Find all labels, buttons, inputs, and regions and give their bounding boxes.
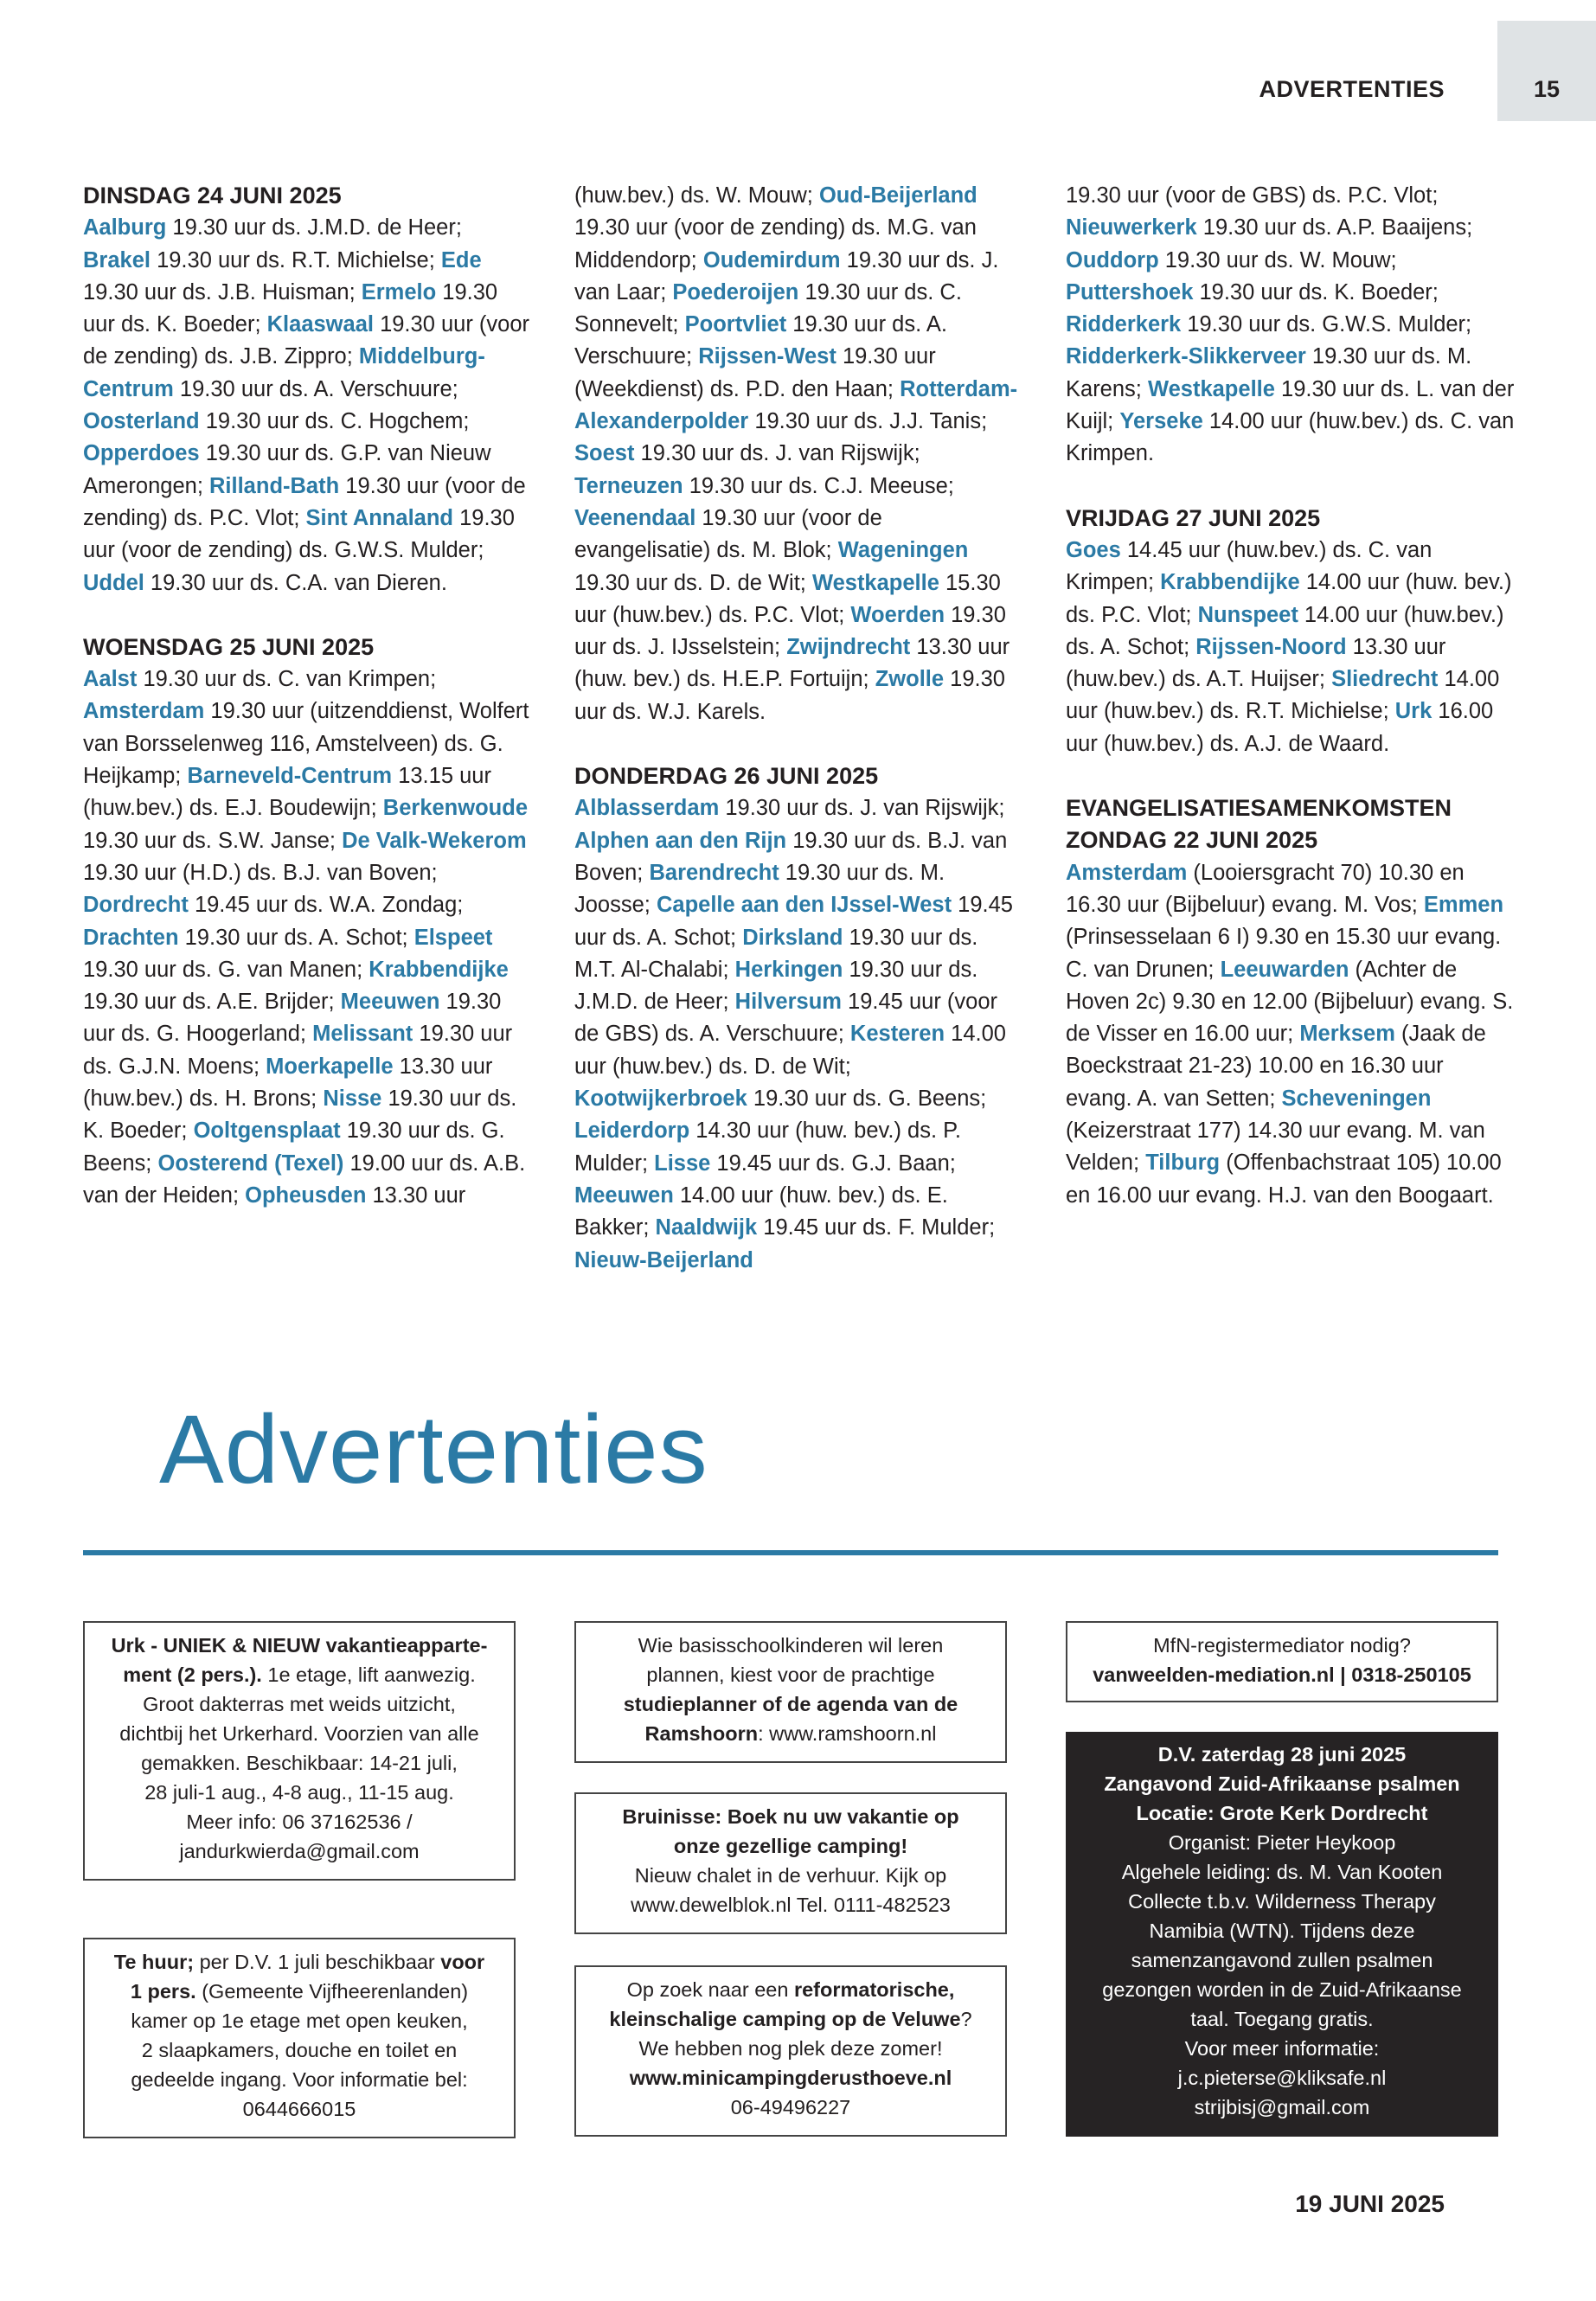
service-list: [574, 792, 1024, 1276]
service-list: [574, 180, 1024, 728]
column-1: [83, 180, 533, 1244]
church-place: Nunspeet: [1197, 602, 1298, 627]
divider-rule: [83, 1550, 1498, 1555]
service-list: [1066, 857, 1516, 1212]
service-details: 19.30 uur ds. G.P. van Nieuw Amerongen;: [83, 441, 491, 498]
church-place: Kootwijkerbroek: [574, 1086, 747, 1112]
service-details: 19.30 uur ds. J. IJsselstein;: [574, 602, 1006, 660]
church-place: Woerden: [850, 602, 945, 627]
church-place: Brakel: [83, 247, 151, 272]
church-place: Ouddorp: [1066, 247, 1159, 272]
service-list: [1066, 180, 1516, 471]
church-place: Nieuw-Beijerland: [574, 1247, 753, 1272]
ad-te-huur-kamer: [83, 1938, 516, 2138]
ad-text: Nieuw chalet in de verhuur. Kijk op: [634, 1864, 947, 1887]
service-details: 19.30 uur ds. K. Boeder;: [83, 279, 498, 337]
service-details: 14.00 uur (huw.bev.) ds. R.T. Michielse;: [1066, 667, 1500, 724]
ad-line: [95, 1631, 503, 1660]
service-details: 13.30 uur (huw.bev.) ds. H. Brons;: [83, 1054, 493, 1112]
ad-text: D.V. zaterdag 28 juni 2025: [1157, 1743, 1407, 1766]
church-place: Veenendaal: [574, 505, 696, 530]
ad-text: Ramshoorn: [644, 1722, 759, 1745]
church-place: Kesteren: [849, 1022, 945, 1047]
church-place: Leiderdorp: [574, 1118, 690, 1144]
church-place: Rijssen-Noord: [1195, 634, 1347, 659]
ad-line: [1076, 2093, 1488, 2122]
ad-text: Collecte t.b.v. Wilderness Therapy: [1128, 1890, 1436, 1913]
service-section: [1066, 792, 1516, 1212]
ad-line: [1078, 1631, 1486, 1660]
ad-text: 2 slaapkamers, douche en toilet en: [141, 2039, 458, 2061]
church-place: Zwolle: [875, 667, 945, 692]
service-details: 14.00 uur (huw.bev.) ds. C. van Krimpen.: [1066, 409, 1515, 466]
service-details: 19.30 uur ds. G. van Manen;: [83, 957, 363, 982]
service-details: (Prinsesselaan 6 I) 9.30 en 15.30 uur evang. C. van Drunen;: [1066, 925, 1502, 982]
ad-text: jandurkwierda@gmail.com: [179, 1840, 420, 1862]
ad-line: [95, 1836, 503, 1866]
service-details: 16.00 uur (huw.bev.) ds. A.J. de Waard.: [1066, 699, 1494, 756]
service-details: 19.30 uur (voor de zending) ds. M.G. van Middendorp;: [574, 215, 977, 272]
service-details: (Keizerstraat 177) 14.30 uur evang. M. van Velden;: [1066, 1118, 1485, 1176]
ad-text: vanweelden-mediation.nl | 0318-250105: [1093, 1663, 1471, 1686]
ad-text: Locatie: Grote Kerk Dordrecht: [1136, 1802, 1428, 1824]
church-place: Oudemirdum: [702, 247, 841, 272]
ad-line: [1076, 2034, 1488, 2063]
church-place: Zwijndrecht: [786, 635, 911, 660]
service-details: 19.30 uur (Weekdienst) ds. P.D. den Haan;: [574, 344, 936, 401]
ad-text: samenzangavond zullen psalmen: [1131, 1949, 1433, 1971]
church-place: Opheusden: [245, 1183, 367, 1208]
service-list: [83, 212, 533, 599]
service-details: 19.30 uur ds. A. Schot;: [178, 925, 408, 950]
church-place: Drachten: [83, 925, 179, 950]
ad-line: [1076, 1828, 1488, 1857]
ad-text: 1e etage, lift aanwezig.: [261, 1663, 476, 1686]
ad-text: Te huur;: [113, 1951, 195, 1973]
church-place: Melissant: [312, 1022, 413, 1047]
day-heading: EVANGELISATIESAMENKOMSTEN ZONDAG 22 JUNI 2025: [1066, 795, 1452, 854]
service-details: 19.30 uur (H.D.) ds. B.J. van Boven;: [83, 860, 438, 885]
church-place: Meeuwen: [340, 990, 440, 1015]
ad-bruinisse-camping: [574, 1792, 1007, 1934]
church-place: Rilland-Bath: [209, 473, 340, 498]
ad-line: [95, 2006, 503, 2035]
church-place: Moerkapelle: [266, 1054, 394, 1079]
church-place: Merksem: [1299, 1022, 1395, 1047]
service-details: 19.00 uur ds. A.B. van der Heiden;: [83, 1150, 526, 1208]
ad-text: kleinschalige camping op de Veluwe: [609, 2008, 961, 2030]
service-details: 19.30 uur ds. J. van Laar;: [574, 247, 999, 304]
ad-text: voor: [440, 1951, 485, 1973]
ad-line: [1076, 1945, 1488, 1975]
ad-text: j.c.pieterse@kliksafe.nl: [1177, 2067, 1387, 2089]
church-place: Ede: [440, 247, 482, 272]
ad-text: Meer info: 06 37162536 /: [186, 1811, 413, 1833]
ad-line: [586, 2063, 995, 2093]
ad-text: 28 juli-1 aug., 4-8 aug., 11-15 aug.: [144, 1781, 454, 1804]
ad-text: Urk - UNIEK & NIEUW vakantieapparte-: [111, 1634, 488, 1657]
service-details: 19.30 uur (uitzenddienst, Wolfert van Borsselenweg 116, Amstelveen) ds. G. Heijkamp;: [83, 699, 529, 789]
ad-text: www.dewelblok.nl Tel. 0111-482523: [631, 1894, 951, 1916]
service-section: [83, 631, 533, 1212]
ad-line: [1078, 1660, 1486, 1689]
church-place: Klaaswaal: [266, 312, 374, 337]
service-details: 19.30 uur ds. G. Beens;: [83, 1118, 505, 1176]
service-details: 19.30 uur ds. J.B. Huisman;: [83, 279, 356, 304]
ad-text: 0644666015: [242, 2098, 356, 2120]
church-place: Sint Annaland: [305, 505, 453, 530]
church-place: Alphen aan den Rijn: [574, 828, 787, 853]
service-details: 19.30 uur ds. K. Boeder;: [83, 1086, 517, 1144]
ad-text: We hebben nog plek deze zomer!: [638, 2037, 943, 2060]
service-details: 19.30 uur ds. M. Karens;: [1066, 344, 1472, 401]
ad-text: studieplanner of de agenda van de: [623, 1693, 958, 1715]
ad-text: www.minicampingderusthoeve.nl: [629, 2067, 952, 2089]
church-place: Middelburg-Centrum: [83, 344, 485, 401]
section-title: ADVERTENTIES: [1259, 76, 1445, 102]
church-place: Ridderkerk-Slikkerveer: [1066, 344, 1306, 369]
church-place: Krabbendijke: [369, 957, 509, 982]
church-place: De Valk-Wekerom: [342, 828, 527, 853]
service-details: 19.30 uur ds. C.A. van Dieren.: [144, 570, 447, 595]
service-details: 14.00 uur (huw.bev.) ds. D. de Wit;: [574, 1022, 1006, 1079]
ad-line: [586, 2093, 995, 2122]
ad-line: [586, 1719, 995, 1748]
church-place: Puttershoek: [1066, 279, 1194, 304]
church-place: Naaldwijk: [655, 1215, 758, 1240]
church-place: Rotterdam-Alexanderpolder: [574, 376, 1018, 434]
ad-text: plannen, kiest voor de prachtige: [646, 1663, 935, 1686]
church-place: Urk: [1394, 699, 1433, 724]
church-place: Dordrecht: [83, 893, 189, 918]
ad-line: [95, 1947, 503, 1977]
church-place: Westkapelle: [811, 570, 939, 595]
ad-studieplanner-ramshoorn: [574, 1621, 1007, 1763]
service-details: 19.30 uur ds. S.W. Janse;: [83, 828, 336, 853]
ad-text: 06-49496227: [730, 2096, 851, 2118]
ad-line: [95, 1748, 503, 1778]
ad-text: (Gemeente Vijfheerenlanden): [195, 1980, 469, 2003]
service-section: [1066, 503, 1516, 760]
ad-line: [586, 1802, 995, 1831]
ad-text: taal. Toegang gratis.: [1190, 2008, 1374, 2030]
service-details: 14.45 uur (huw.bev.) ds. C. van Krimpen;: [1066, 537, 1433, 595]
service-details: 19.30 uur (voor de evangelisatie) ds. M. Blok;: [574, 505, 882, 563]
church-place: Barendrecht: [649, 860, 779, 885]
church-place: Berkenwoude: [382, 796, 529, 821]
service-details: 13.15 uur (huw.bev.) ds. E.J. Boudewijn;: [83, 764, 491, 821]
day-heading: DONDERDAG 26 JUNI 2025: [574, 763, 879, 790]
service-details: 14.30 uur (huw. bev.) ds. P. Mulder;: [574, 1118, 961, 1176]
service-details: 19.45 uur ds. W.A. Zondag;: [188, 893, 464, 918]
church-place: Ooltgensplaat: [193, 1118, 341, 1144]
church-place: Yerseke: [1119, 409, 1203, 434]
ad-text: onze gezellige camping!: [673, 1835, 908, 1857]
ad-text: Voor meer informatie:: [1184, 2037, 1380, 2060]
service-details: 19.30 uur (voor de zending) ds. J.B. Zippro;: [83, 312, 530, 369]
day-heading: WOENSDAG 25 JUNI 2025: [83, 633, 375, 660]
ad-zangavond: [1066, 1732, 1498, 2137]
service-details: 19.30 uur ds. G. Hoogerland;: [83, 990, 502, 1047]
service-details: 13.30 uur (huw.bev.) ds. A.T. Huijser;: [1066, 634, 1446, 692]
service-details: 19.30 uur ds. G.J.N. Moens;: [83, 1022, 513, 1079]
church-place: Ridderkerk: [1066, 312, 1182, 337]
ad-text: gemakken. Beschikbaar: 14-21 juli,: [141, 1752, 458, 1774]
service-details: 19.30 uur ds. A.P. Baaijens;: [1196, 215, 1473, 240]
column-3: [1066, 180, 1516, 1244]
church-place: Soest: [574, 441, 635, 466]
service-details: 19.30 uur (voor de GBS) ds. P.C. Vlot;: [1066, 183, 1439, 208]
church-place: Herkingen: [734, 957, 843, 982]
ad-line: [1076, 1857, 1488, 1887]
ad-line: [95, 1807, 503, 1836]
ad-text: Namibia (WTN). Tijdens deze: [1149, 1920, 1415, 1942]
ad-text: MfN-registermediator nodig?: [1153, 1634, 1411, 1657]
ad-line: [1076, 1740, 1488, 1769]
ad-line: [586, 1660, 995, 1689]
church-place: Capelle aan den IJssel-West: [656, 893, 952, 918]
advertenties-heading: Advertenties: [159, 1395, 708, 1503]
ad-line: [1076, 1916, 1488, 1945]
service-details: 19.45 uur (voor de GBS) ds. A. Verschuure;: [574, 990, 997, 1047]
footer-date: 19 JUNI 2025: [1295, 2190, 1445, 2217]
service-details: (Jaak de Boeckstraat 21-23) 10.00 en 16.30 uur evang. A. van Setten;: [1066, 1022, 1486, 1111]
ad-text: per D.V. 1 juli beschikbaar: [194, 1951, 441, 1973]
page-number: 15: [1533, 76, 1561, 102]
ad-line: [95, 1689, 503, 1719]
church-place: Elspeet: [413, 925, 493, 950]
ad-text: Groot dakterras met weids uitzicht,: [143, 1693, 456, 1715]
church-place: Ermelo: [361, 279, 437, 304]
church-place: Aalst: [83, 667, 138, 692]
church-place: Oosterend (Texel): [157, 1150, 344, 1176]
service-details: 19.30 uur ds. R.T. Michielse;: [150, 247, 435, 272]
service-details: 19.30 uur ds. C. van Krimpen;: [137, 667, 437, 692]
service-details: 19.30 uur ds. C.J. Meeuse;: [683, 473, 954, 498]
service-details: 14.00 uur (huw.bev.) ds. A. Schot;: [1066, 602, 1504, 659]
service-section: [574, 760, 1024, 1277]
service-details: (Achter de Hoven 2c) 9.30 en 12.00 (Bijbeluur) evang. S. de Visser en 16.00 uur;: [1066, 957, 1514, 1047]
page-number-tab: [1497, 21, 1596, 121]
ad-line: [586, 1831, 995, 1861]
church-place: Scheveningen: [1281, 1086, 1432, 1111]
church-place: Oud-Beijerland: [818, 183, 977, 208]
church-place: Poortvliet: [684, 312, 787, 337]
service-details: 19.30 uur ds. J.M.D. de Heer;: [166, 215, 462, 240]
ad-text: dichtbij het Urkerhard. Voorzien van alle: [119, 1722, 479, 1745]
service-details: 19.30 uur ds. J. van Rijswijk;: [634, 441, 920, 466]
ad-text: gezongen worden in de Zuid-Afrikaanse: [1102, 1978, 1462, 2001]
service-details: 19.30 uur ds. K. Boeder;: [1193, 279, 1439, 304]
church-place: Sliedrecht: [1331, 667, 1439, 692]
service-details: 19.30 uur ds. M.T. Al-Chalabi;: [574, 925, 978, 982]
church-place: Barneveld-Centrum: [187, 764, 393, 789]
church-place: Amsterdam: [83, 699, 205, 724]
service-details: 19.30 uur ds. C. Hogchem;: [199, 409, 470, 434]
ad-text: reformatorische,: [793, 1978, 955, 2001]
service-details: 19.30 uur ds. J.J. Tanis;: [748, 409, 988, 434]
ad-text: Bruinisse: Boek nu uw vakantie op: [622, 1805, 959, 1828]
church-place: Meeuwen: [574, 1183, 674, 1208]
ad-line: [586, 1975, 995, 2004]
ad-line: [586, 1861, 995, 1890]
service-details: 19.30 uur ds. G.W.S. Mulder;: [1181, 312, 1472, 337]
service-details: 19.30 uur ds. G. Beens;: [747, 1086, 987, 1112]
church-place: Emmen: [1423, 892, 1504, 917]
service-section: [574, 180, 1024, 728]
ad-line: [95, 1778, 503, 1807]
service-details: 19.30 uur ds. W. Mouw;: [1158, 247, 1397, 272]
service-details: 19.30 uur ds. J.M.D. de Heer;: [574, 957, 978, 1015]
church-place: Leeuwarden: [1220, 957, 1349, 982]
ad-text: gedeelde ingang. Voor informatie bel:: [131, 2068, 468, 2091]
church-place: Aalburg: [83, 215, 167, 240]
ad-line: [1076, 1798, 1488, 1828]
church-place: Hilversum: [734, 990, 842, 1015]
ad-line: [95, 2094, 503, 2124]
service-details: 19.45 uur ds. A. Schot;: [574, 893, 1013, 950]
ad-line: [586, 1631, 995, 1660]
ad-line: [95, 1660, 503, 1689]
service-details: 13.30 uur (huw. bev.) ds. H.E.P. Fortuijn;: [574, 635, 1010, 692]
service-details: 19.30 uur ds. D. de Wit;: [574, 570, 806, 595]
ad-text: ?: [960, 2008, 972, 2030]
service-details: 19.30 uur ds. J. van Rijswijk;: [719, 796, 1005, 821]
ad-text: Wie basisschoolkinderen wil leren: [638, 1634, 944, 1657]
service-details: 19.30 uur ds. A. Verschuure;: [173, 376, 458, 401]
church-place: Nisse: [323, 1086, 382, 1112]
church-place: Opperdoes: [83, 441, 200, 466]
service-details: 19.30 uur (voor de zending) ds. P.C. Vlot;: [83, 473, 526, 530]
ad-text: ment (2 pers.).: [123, 1663, 262, 1686]
service-details: 13.30 uur: [366, 1183, 466, 1208]
ad-urk-vakantieappartement: [83, 1621, 516, 1881]
ad-line: [95, 2065, 503, 2094]
church-place: Krabbendijke: [1160, 570, 1300, 595]
ad-text: kamer op 1e etage met open keuken,: [131, 2009, 468, 2032]
service-list: [83, 663, 533, 1212]
church-place: Alblasserdam: [574, 796, 720, 821]
ad-text: : www.ramshoorn.nl: [758, 1722, 937, 1745]
church-place: Goes: [1066, 537, 1121, 562]
service-details: 19.30 uur ds. C. Sonnevelt;: [574, 279, 962, 337]
church-place: Terneuzen: [574, 473, 683, 498]
service-details: 19.30 uur ds. M. Joosse;: [574, 860, 945, 918]
church-place: Wageningen: [837, 538, 969, 563]
service-section: [1066, 180, 1516, 471]
day-heading: DINSDAG 24 JUNI 2025: [83, 183, 342, 208]
ad-mediation: [1066, 1621, 1498, 1702]
column-2: [574, 180, 1024, 1309]
day-heading: VRIJDAG 27 JUNI 2025: [1066, 504, 1321, 531]
ad-line: [95, 1719, 503, 1748]
ad-line: [586, 2034, 995, 2063]
ad-text: 1 pers.: [130, 1980, 196, 2003]
service-details: 19.30 uur ds. W.J. Karels.: [574, 667, 1005, 724]
service-details: 19.30 uur (voor de zending) ds. G.W.S. Mulder;: [83, 505, 515, 563]
ad-text: strijbisj@gmail.com: [1194, 2096, 1370, 2118]
ad-text: Op zoek naar een: [626, 1978, 794, 2001]
ad-line: [586, 2004, 995, 2034]
ad-line: [95, 2035, 503, 2065]
ad-line: [586, 1689, 995, 1719]
ad-line: [1076, 1975, 1488, 2004]
church-place: Uddel: [83, 570, 144, 595]
church-place: Amsterdam: [1066, 860, 1188, 885]
ad-line: [586, 1890, 995, 1920]
church-place: Westkapelle: [1147, 376, 1275, 401]
service-details: 19.30 uur ds. L. van der Kuijl;: [1066, 376, 1515, 434]
church-place: Rijssen-West: [698, 344, 836, 369]
ad-text: Algehele leiding: ds. M. Van Kooten: [1121, 1861, 1443, 1883]
ad-line: [95, 1977, 503, 2006]
church-place: Poederoijen: [672, 279, 799, 304]
service-details: (huw.bev.) ds. W. Mouw;: [574, 183, 813, 208]
ad-line: [1076, 1769, 1488, 1798]
service-details: 19.45 uur ds. F. Mulder;: [757, 1215, 996, 1240]
service-details: 14.00 uur (huw. bev.) ds. P.C. Vlot;: [1066, 570, 1512, 627]
service-details: 19.30 uur ds. A.E. Brijder;: [83, 990, 335, 1015]
service-details: 14.00 uur (huw. bev.) ds. E. Bakker;: [574, 1183, 948, 1240]
service-details: 19.45 uur ds. G.J. Baan;: [710, 1150, 956, 1176]
service-section: [83, 180, 533, 599]
ad-text: Zangavond Zuid-Afrikaanse psalmen: [1104, 1772, 1460, 1795]
church-place: Tilburg: [1145, 1150, 1221, 1176]
church-place: Oosterland: [83, 409, 200, 434]
ad-line: [1076, 2063, 1488, 2093]
ad-minicamping-rusthoeve: [574, 1965, 1007, 2137]
church-place: Lisse: [654, 1150, 711, 1176]
service-details: (Looiersgracht 70) 10.30 en 16.30 uur (Bijbeluur) evang. M. Vos;: [1066, 860, 1465, 917]
service-list: [1066, 535, 1516, 760]
ad-line: [1076, 1887, 1488, 1916]
service-details: 15.30 uur (huw.bev.) ds. P.C. Vlot;: [574, 570, 1001, 627]
ad-line: [1076, 2004, 1488, 2034]
service-details: 19.30 uur ds. A. Verschuure;: [574, 312, 947, 369]
service-details: 19.30 uur ds. B.J. van Boven;: [574, 828, 1008, 885]
service-details: (Offenbachstraat 105) 10.00 en 16.00 uur evang. H.J. van den Boogaart.: [1066, 1150, 1502, 1208]
church-place: Nieuwerkerk: [1066, 215, 1197, 240]
ad-text: Organist: Pieter Heykoop: [1168, 1831, 1396, 1854]
church-place: Dirksland: [742, 925, 843, 950]
